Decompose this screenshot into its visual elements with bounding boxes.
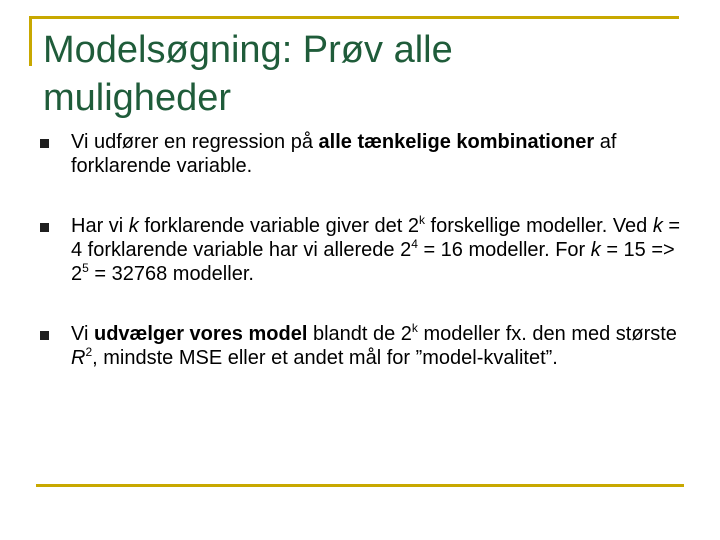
title-rule-top (29, 16, 679, 19)
bullet-list (40, 130, 690, 406)
bullet-3-var-r: R (71, 347, 86, 369)
bullet-3-exponent-2: 2 (85, 345, 93, 359)
square-bullet-icon (40, 223, 49, 232)
slide-title-line-2: muligheder (43, 77, 231, 119)
title-rule-left (29, 16, 32, 66)
slide-title-line-1: Modelsøgning: Prøv alle (43, 29, 453, 71)
footer-rule (36, 484, 684, 487)
bullet-1-text (71, 131, 616, 177)
bullet-2-var-k-2: k (652, 215, 663, 237)
bullet-2-text-3: forskellige modeller. Ved (424, 215, 653, 237)
bullet-2-exponent-2: 4 (411, 237, 418, 251)
bullet-3-text-2: blandt de 2 (307, 323, 412, 345)
bullet-1-text-end: af forklarende variable. (71, 131, 617, 177)
bullet-3-text-4: , mindste MSE eller et andet mål for ”model-kvalitet”. (92, 347, 558, 369)
bullet-2-text-1: Har vi (71, 215, 129, 237)
bullet-2-exponent-1: k (418, 213, 425, 227)
bullet-3-exponent-1: k (411, 321, 418, 335)
bullet-2-exponent-3: 5 (82, 261, 89, 275)
bullet-2-text-2: forklarende variable giver det 2 (138, 215, 419, 237)
bullet-2-var-k-3: k (590, 239, 601, 261)
bullet-3-text-1: Vi (71, 323, 94, 345)
bullet-item-3 (40, 322, 690, 370)
bullet-3-emphasis: udvælger vores model (93, 323, 308, 345)
square-bullet-icon (40, 331, 49, 340)
bullet-item-2 (40, 214, 690, 286)
bullet-1-text-start: Vi udfører en regression på (71, 131, 319, 153)
bullet-2-text-7: = 32768 modeller. (88, 263, 254, 285)
bullet-2-var-k-1: k (128, 215, 139, 237)
bullet-3-text (71, 323, 677, 369)
bullet-3-text-3: modeller fx. den med største (417, 323, 677, 345)
square-bullet-icon (40, 139, 49, 148)
bullet-1-emphasis: alle tænkelige kombinationer (318, 131, 595, 153)
slide-title (43, 26, 673, 122)
bullet-item-1 (40, 130, 690, 178)
bullet-2-text-4: = 4 forklarende variable har vi allerede 2 (71, 215, 681, 261)
bullet-2-text (71, 215, 680, 285)
bullet-2-text-5: = 16 modeller. For (417, 239, 591, 261)
bullet-2-text-6: = 15 => 2 (71, 239, 675, 285)
